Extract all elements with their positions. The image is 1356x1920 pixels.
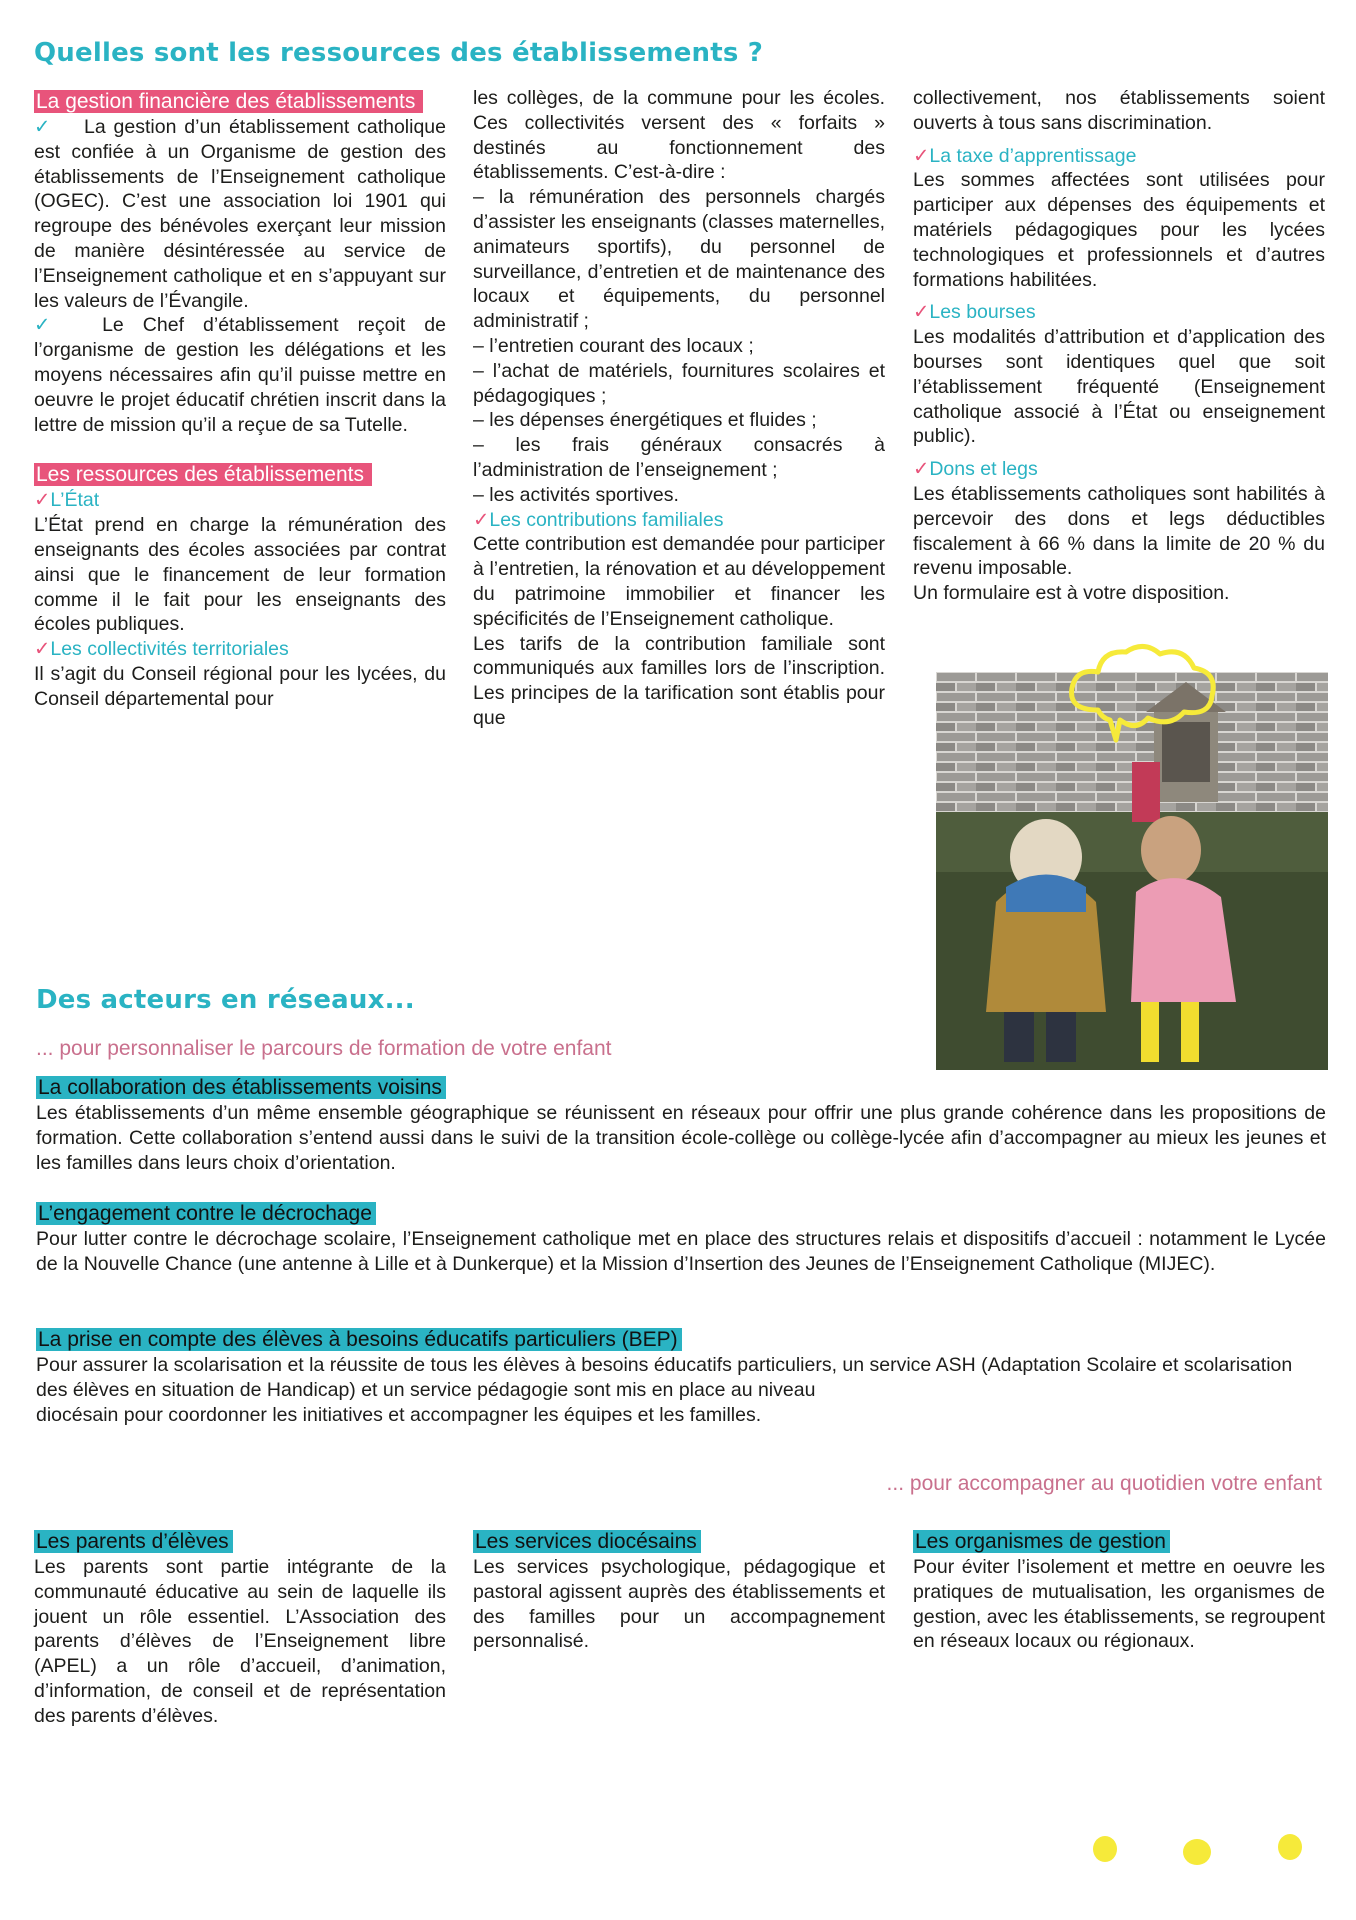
block-decrochage: [36, 1201, 1326, 1277]
paragraph-chef-etablissement: ✓ Le Chef d’établissement reçoit de l’organisme de gestion les délégations et les moyens nécessaires afin qu’il puisse mettre en oeuvre le projet éducatif chrétien inscrit dans la lettre de mission qu’il a reçue de sa Tutelle.: [34, 314, 446, 436]
check-icon: ✓: [34, 638, 51, 661]
block-collaboration: [36, 1075, 1326, 1175]
list-item: – les activités sportives.: [473, 483, 679, 506]
paragraph-dons: Les établissements catholiques sont habilités à percevoir des dons et legs déductibles fiscalement à 66 % dans la limite de 20 % du revenu imposable.: [913, 482, 1325, 580]
paragraph-continued: collectivement, nos établissements soient ouverts à tous sans discrimination.: [913, 87, 1325, 134]
list-item: – la rémunération des personnels chargés d’assister les enseignants (classes maternelles, animateurs sportifs), du personnel de surveillance, d’entretien et de maintenance des locaux et équipements, du personnel administratif ;: [473, 186, 885, 333]
paragraph-bep: Pour assurer la scolarisation et la réussite de tous les élèves à besoins éducatifs particuliers, un service ASH (Adaptation Scolaire et scolarisation des élèves en situation de Handicap) et un service pédagogie sont mis en place au niveau: [36, 1354, 1293, 1401]
decor-dot: [1093, 1836, 1117, 1862]
paragraph-decrochage: Pour lutter contre le décrochage scolaire, l’Enseignement catholique met en place des structures relais et dispositifs d’accueil : notamment le Lycée de la Nouvelle Chance (une antenne à Lille et à Dunkerque) et la Mission d’Insertion des Jeunes de l’Enseignement Catholique (MIJEC).: [36, 1228, 1326, 1275]
check-icon: ✓: [34, 116, 53, 138]
decor-dot: [1278, 1834, 1302, 1860]
heading-services: Les services diocésains: [473, 1530, 701, 1553]
paragraph-bourses: Les modalités d’attribution et d’application des bourses sont identiques quel que soit l’établissement fréquenté (Enseignement catholique associé à l’État ou enseignement public).: [913, 326, 1325, 448]
heading-bep: La prise en compte des élèves à besoins éducatifs particuliers (BEP): [36, 1328, 682, 1351]
block-bep: [36, 1327, 1326, 1427]
column-3: [913, 86, 1325, 606]
tagline-accompagner: ... pour accompagner au quotidien votre enfant: [886, 1472, 1322, 1495]
paragraph-forfaits: les collèges, de la commune pour les écoles. Ces collectivités versent des « forfaits » destinés au fonctionnement des établissements. C’est-à-dire :: [473, 87, 885, 184]
check-icon: ✓: [913, 458, 930, 481]
paragraph-formulaire: Un formulaire est à votre disposition.: [913, 582, 1230, 605]
subheading-etat: ✓L’État: [34, 489, 100, 512]
decor-dot: [1183, 1839, 1211, 1865]
paragraph-collaboration: Les établissements d’un même ensemble géographique se réunissent en réseaux pour offrir une plus grande cohérence dans les propositions de formation. Cette collaboration s’entend aussi dans le suivi de la transition école-collège ou collège-lycée afin d’accompagner au mieux les jeunes et les familles dans leurs choix d’orientation.: [36, 1102, 1326, 1174]
check-icon: ✓: [34, 314, 64, 337]
check-icon: ✓: [34, 489, 51, 512]
column-organismes: [913, 1529, 1325, 1654]
paragraph-tarifs: Les tarifs de la contribution familiale sont communiqués aux familles lors de l’inscription. Les principes de la tarification sont établis pour que: [473, 632, 885, 729]
page-title: Quelles sont les ressources des établissements ?: [34, 38, 764, 68]
section-title-acteurs: Des acteurs en réseaux...: [36, 985, 415, 1015]
subheading-collectivites: ✓Les collectivités territoriales: [34, 638, 289, 661]
subheading-contributions: ✓Les contributions familiales: [473, 508, 724, 531]
list-item: – l’achat de matériels, fournitures scolaires et pédagogiques ;: [473, 359, 885, 407]
list-item: – l’entretien courant des locaux ;: [473, 334, 754, 357]
heading-decrochage: L’engagement contre le décrochage: [36, 1202, 376, 1225]
paragraph-etat: L’État prend en charge la rémunération des enseignants des écoles associées par contrat ainsi que le financement de leur formation comme il le fait pour les enseignants des écoles publiques.: [34, 514, 446, 636]
heading-collaboration: La collaboration des établissements voisins: [36, 1076, 446, 1099]
column-parents: [34, 1529, 446, 1729]
paragraph-organismes: Pour éviter l’isolement et mettre en oeuvre les pratiques de mutualisation, les organismes de gestion, avec les établissements, se regroupent en réseaux locaux ou régionaux.: [913, 1556, 1325, 1653]
check-icon: ✓: [913, 144, 930, 167]
list-item: – les dépenses énergétiques et fluides ;: [473, 409, 817, 432]
paragraph-ogec: ✓ La gestion d’un établissement catholique est confiée à un Organisme de gestion des établissements de l’Enseignement catholique (OGEC). C’est une association loi 1901 qui regroupe des bénévoles exerçant leur mission de manière désintéressée au service de l’Enseignement catholique et en s’appuyant sur les valeurs de l’Évangile.: [34, 116, 446, 312]
subheading-dons: ✓Dons et legs: [913, 458, 1038, 481]
paragraph-collectivites: Il s’agit du Conseil régional pour les lycées, du Conseil départemental pour: [34, 662, 446, 710]
list-item: – les frais généraux consacrés à l’administration de l’enseignement ;: [473, 434, 885, 481]
heading-gestion-financiere: La gestion financière des établissements: [34, 90, 423, 113]
column-1: [34, 88, 446, 712]
tagline-personnaliser: ... pour personnaliser le parcours de formation de votre enfant: [36, 1037, 612, 1060]
paragraph-contributions: Cette contribution est demandée pour participer à l’entretien, la rénovation et au développement du patrimoine immobilier et financer les spécificités de l’Enseignement catholique.: [473, 533, 885, 630]
paragraph-services: Les services psychologique, pédagogique et pastoral agissent auprès des établissements et des familles pour un accompagnement personnalisé.: [473, 1556, 885, 1653]
paragraph-parents: Les parents sont partie intégrante de la communauté éducative au sein de laquelle ils jouent un rôle essentiel. L’Association des parents d’élèves de l’Enseignement libre (APEL) a un rôle d’accueil, d’animation, d’information, de conseil et de représentation des parents d’élèves.: [34, 1556, 446, 1727]
column-2: [473, 86, 885, 731]
heading-parents: Les parents d’élèves: [34, 1530, 233, 1553]
subheading-taxe: ✓La taxe d’apprentissage: [913, 144, 1137, 167]
check-icon: ✓: [913, 301, 930, 324]
cloud-icon: [1058, 640, 1224, 748]
paragraph-taxe: Les sommes affectées sont utilisées pour participer aux dépenses des équipements et matériels pédagogiques pour les lycées technologiques et professionnels et d’autres formations habilitées.: [913, 169, 1325, 291]
paragraph-bep-end: diocésain pour coordonner les initiatives et accompagner les équipes et les familles.: [36, 1403, 762, 1426]
subheading-bourses: ✓Les bourses: [913, 301, 1036, 324]
heading-organismes: Les organismes de gestion: [913, 1530, 1170, 1553]
column-services: [473, 1529, 885, 1654]
heading-ressources: Les ressources des établissements: [34, 463, 372, 486]
check-icon: ✓: [473, 508, 490, 531]
